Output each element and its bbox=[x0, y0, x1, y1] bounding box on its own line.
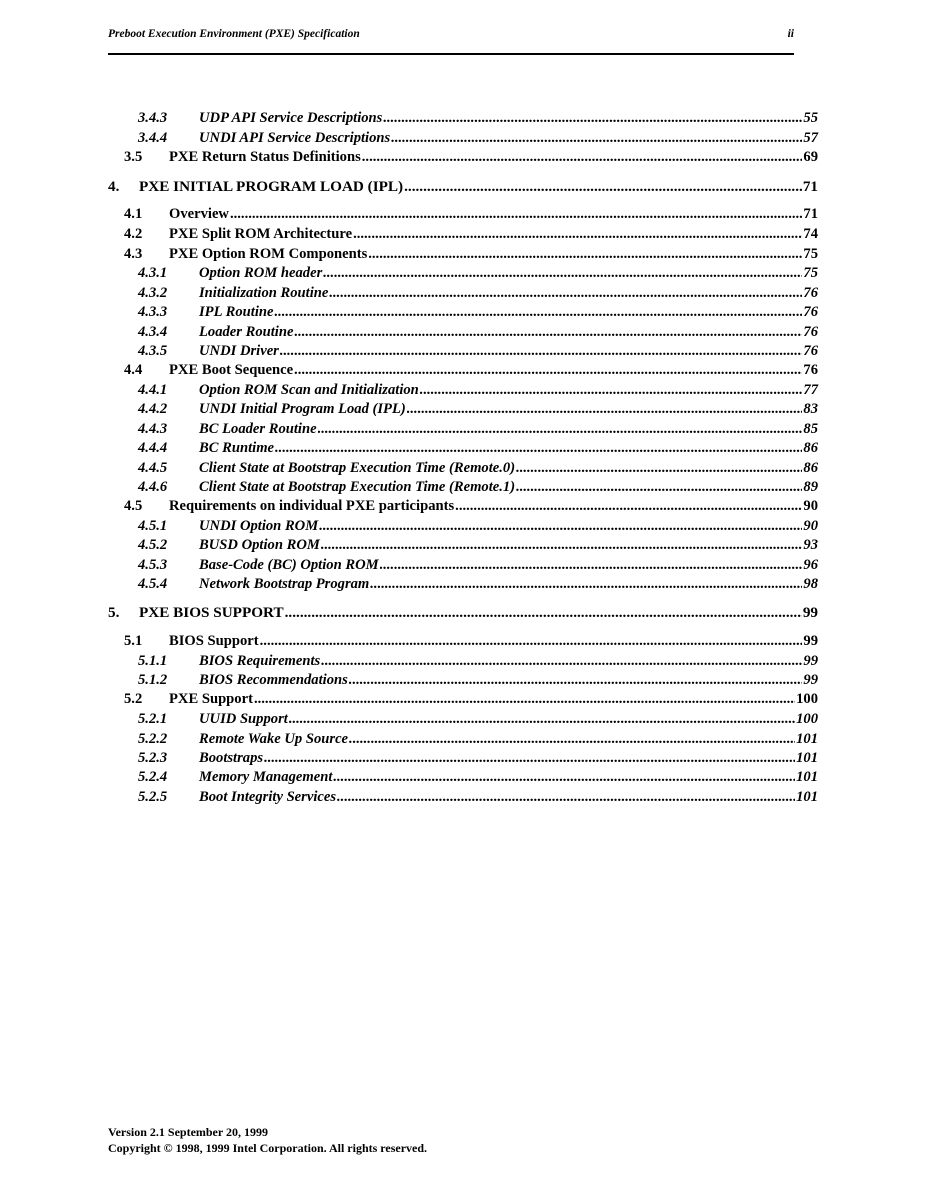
dot-leader bbox=[391, 129, 802, 148]
toc-entry[interactable] bbox=[138, 749, 818, 768]
toc-entry-number: 5.2.4 bbox=[138, 769, 168, 785]
version-line: Version 2.1 September 20, 1999 bbox=[108, 1125, 268, 1139]
toc-entry-title: BIOS Requirements bbox=[199, 653, 321, 669]
toc-entry-page: 86 bbox=[803, 440, 818, 456]
toc-entry-page: 101 bbox=[796, 731, 818, 747]
toc-entry-title: PXE Return Status Definitions bbox=[169, 149, 361, 165]
document-title: Preboot Execution Environment (PXE) Specification bbox=[108, 28, 360, 40]
toc-entry-page: 96 bbox=[803, 557, 818, 573]
toc-entry-title: Option ROM header bbox=[199, 265, 323, 281]
toc-entry-page: 71 bbox=[802, 178, 818, 195]
toc-entry-number: 3.4.3 bbox=[138, 110, 168, 126]
toc-entry-number: 5.2.5 bbox=[138, 789, 168, 805]
dot-leader bbox=[280, 342, 803, 361]
dot-leader bbox=[254, 690, 795, 709]
dot-leader bbox=[349, 730, 795, 749]
dot-leader bbox=[404, 177, 802, 196]
toc-entry[interactable] bbox=[124, 205, 818, 224]
toc-entry-number: 4.5.4 bbox=[138, 576, 168, 592]
dot-leader bbox=[274, 303, 802, 322]
toc-entry-page: 76 bbox=[803, 324, 818, 340]
toc-entry[interactable] bbox=[124, 361, 818, 380]
toc-entry[interactable] bbox=[138, 730, 818, 749]
toc-entry-number: 4.3.3 bbox=[138, 304, 168, 320]
toc-entry-page: 93 bbox=[803, 537, 818, 553]
dot-leader bbox=[260, 632, 803, 651]
toc-entry-page: 99 bbox=[803, 672, 818, 688]
toc-entry-number: 5.2.1 bbox=[138, 711, 168, 727]
toc-entry-page: 99 bbox=[803, 633, 818, 649]
toc-entry[interactable] bbox=[138, 323, 818, 342]
toc-entry-title: Loader Routine bbox=[199, 324, 294, 340]
toc-entry-title: Client State at Bootstrap Execution Time (Remote.1) bbox=[199, 479, 516, 495]
dot-leader bbox=[407, 400, 803, 419]
toc-entry-page: 76 bbox=[803, 304, 818, 320]
toc-entry[interactable] bbox=[138, 536, 818, 555]
toc-entry-page: 76 bbox=[803, 285, 818, 301]
dot-leader bbox=[383, 109, 802, 128]
toc-entry[interactable] bbox=[138, 768, 818, 787]
toc-entry-title: PXE Option ROM Components bbox=[169, 246, 368, 262]
dot-leader bbox=[368, 245, 802, 264]
dot-leader bbox=[333, 768, 795, 787]
toc-entry-number: 4.3.4 bbox=[138, 324, 168, 340]
toc-entry-page: 101 bbox=[796, 769, 818, 785]
toc-entry[interactable] bbox=[138, 381, 818, 400]
toc-entry[interactable] bbox=[138, 284, 818, 303]
toc-entry-number: 5. bbox=[108, 604, 120, 621]
toc-entry-title: UUID Support bbox=[199, 711, 288, 727]
toc-entry-number: 4.5.2 bbox=[138, 537, 168, 553]
dot-leader bbox=[380, 556, 803, 575]
toc-entry-title: Overview bbox=[169, 206, 229, 222]
toc-entry-page: 101 bbox=[796, 750, 818, 766]
toc-entry[interactable] bbox=[138, 575, 818, 594]
toc-entry[interactable] bbox=[138, 264, 818, 283]
toc-entry-number: 4.4.2 bbox=[138, 401, 168, 417]
dot-leader bbox=[285, 603, 802, 622]
toc-entry[interactable] bbox=[124, 245, 818, 264]
dot-leader bbox=[230, 205, 802, 224]
toc-entry-number: 4.1 bbox=[124, 206, 143, 222]
toc-entry[interactable] bbox=[138, 459, 818, 478]
toc-entry-number: 4.3 bbox=[124, 246, 143, 262]
toc-entry-page: 77 bbox=[803, 382, 818, 398]
toc-entry-number: 4.5.3 bbox=[138, 557, 168, 573]
toc-entry-title: PXE Support bbox=[169, 691, 253, 707]
toc-entry-page: 76 bbox=[803, 343, 818, 359]
dot-leader bbox=[294, 361, 802, 380]
toc-entry-title: Base-Code (BC) Option ROM bbox=[199, 557, 379, 573]
toc-entry[interactable] bbox=[124, 497, 818, 516]
toc-entry-title: BUSD Option ROM bbox=[199, 537, 320, 553]
dot-leader bbox=[318, 420, 803, 439]
toc-entry-page: 98 bbox=[803, 576, 818, 592]
dot-leader bbox=[321, 536, 803, 555]
dot-leader bbox=[455, 497, 802, 516]
toc-entry[interactable] bbox=[124, 690, 818, 709]
toc-entry[interactable] bbox=[138, 710, 818, 729]
toc-entry-page: 86 bbox=[803, 460, 818, 476]
toc-entry-number: 5.1.2 bbox=[138, 672, 168, 688]
toc-entry-number: 4.4.1 bbox=[138, 382, 168, 398]
toc-entry-number: 4.4.5 bbox=[138, 460, 168, 476]
toc-entry-page: 74 bbox=[803, 226, 818, 242]
dot-leader bbox=[264, 749, 795, 768]
toc-entry[interactable] bbox=[108, 603, 818, 622]
dot-leader bbox=[319, 517, 802, 536]
dot-leader bbox=[275, 439, 802, 458]
toc-entry-number: 5.1 bbox=[124, 633, 143, 649]
toc-entry-number: 4.2 bbox=[124, 226, 143, 242]
toc-entry-title: UDP API Service Descriptions bbox=[199, 110, 383, 126]
toc-entry-title: PXE BIOS SUPPORT bbox=[139, 604, 284, 621]
dot-leader bbox=[337, 788, 795, 807]
page-footer bbox=[108, 1124, 427, 1156]
toc-entry[interactable] bbox=[138, 400, 818, 419]
dot-leader bbox=[294, 323, 802, 342]
toc-entry[interactable] bbox=[138, 478, 818, 497]
toc-entry-title: UNDI Initial Program Load (IPL) bbox=[199, 401, 406, 417]
toc-entry-number: 4.4.3 bbox=[138, 421, 168, 437]
toc-entry[interactable] bbox=[124, 225, 818, 244]
toc-entry-title: Client State at Bootstrap Execution Time (Remote.0) bbox=[199, 460, 516, 476]
toc-entry-page: 85 bbox=[803, 421, 818, 437]
toc-entry[interactable] bbox=[138, 129, 818, 148]
toc-entry-title: PXE Boot Sequence bbox=[169, 362, 294, 378]
toc-entry-title: PXE Split ROM Architecture bbox=[169, 226, 353, 242]
toc-entry-title: Option ROM Scan and Initialization bbox=[199, 382, 419, 398]
toc-entry-page: 99 bbox=[803, 653, 818, 669]
toc-entry[interactable] bbox=[138, 420, 818, 439]
toc-entry-title: UNDI API Service Descriptions bbox=[199, 130, 391, 146]
toc-entry-number: 4.4 bbox=[124, 362, 143, 378]
toc-entry-page: 57 bbox=[803, 130, 818, 146]
dot-leader bbox=[289, 710, 795, 729]
dot-leader bbox=[323, 264, 802, 283]
toc-entry[interactable] bbox=[138, 788, 818, 807]
toc-entry[interactable] bbox=[138, 109, 818, 128]
toc-entry[interactable] bbox=[138, 342, 818, 361]
toc-entry-number: 5.2 bbox=[124, 691, 143, 707]
toc-entry-title: UNDI Driver bbox=[199, 343, 279, 359]
toc-entry-page: 89 bbox=[803, 479, 818, 495]
toc-entry-page: 90 bbox=[803, 518, 818, 534]
toc-entry[interactable] bbox=[138, 671, 818, 690]
dot-leader bbox=[349, 671, 803, 690]
toc-entry-title: UNDI Option ROM bbox=[199, 518, 319, 534]
toc-entry[interactable] bbox=[138, 517, 818, 536]
toc-entry-number: 4.4.4 bbox=[138, 440, 168, 456]
toc-entry-page: 76 bbox=[803, 362, 818, 378]
toc-entry-title: Bootstraps bbox=[199, 750, 264, 766]
toc-entry-page: 100 bbox=[796, 691, 818, 707]
toc-entry[interactable] bbox=[124, 148, 818, 167]
toc-entry[interactable] bbox=[138, 303, 818, 322]
toc-entry-page: 99 bbox=[802, 604, 818, 621]
dot-leader bbox=[370, 575, 802, 594]
dot-leader bbox=[516, 459, 802, 478]
toc-entry-title: Network Bootstrap Program bbox=[199, 576, 370, 592]
toc-entry[interactable] bbox=[108, 177, 818, 196]
toc-entry-number: 5.1.1 bbox=[138, 653, 168, 669]
dot-leader bbox=[329, 284, 802, 303]
toc-entry-number: 4.3.2 bbox=[138, 285, 168, 301]
toc-entry-page: 75 bbox=[803, 265, 818, 281]
toc-entry-number: 5.2.3 bbox=[138, 750, 168, 766]
toc-entry-number: 4.4.6 bbox=[138, 479, 168, 495]
toc-entry-number: 4.3.1 bbox=[138, 265, 168, 281]
toc-entry-page: 69 bbox=[803, 149, 818, 165]
toc-entry-title: Requirements on individual PXE participants bbox=[169, 498, 455, 514]
toc-entry-number: 3.5 bbox=[124, 149, 143, 165]
toc-entry-number: 4.3.5 bbox=[138, 343, 168, 359]
toc-entry-title: BC Loader Routine bbox=[199, 421, 317, 437]
toc-entry-page: 101 bbox=[796, 789, 818, 805]
toc-entry-page: 75 bbox=[803, 246, 818, 262]
toc-entry-title: Boot Integrity Services bbox=[199, 789, 337, 805]
toc-entry[interactable] bbox=[124, 632, 818, 651]
toc-entry-title: IPL Routine bbox=[199, 304, 274, 320]
toc-entry[interactable] bbox=[138, 556, 818, 575]
page-header bbox=[108, 27, 794, 55]
toc-entry-page: 55 bbox=[803, 110, 818, 126]
toc-entry-title: Initialization Routine bbox=[199, 285, 329, 301]
dot-leader bbox=[516, 478, 802, 497]
toc-entry-title: PXE INITIAL PROGRAM LOAD (IPL) bbox=[139, 178, 404, 195]
toc-entry-number: 4.5 bbox=[124, 498, 143, 514]
toc-entry-number: 5.2.2 bbox=[138, 731, 168, 747]
toc-entry-title: BC Runtime bbox=[199, 440, 275, 456]
toc-entry-page: 83 bbox=[803, 401, 818, 417]
dot-leader bbox=[420, 381, 803, 400]
toc-entry-page: 71 bbox=[803, 206, 818, 222]
toc-entry[interactable] bbox=[138, 652, 818, 671]
page-number: ii bbox=[787, 28, 794, 40]
toc-entry[interactable] bbox=[138, 439, 818, 458]
dot-leader bbox=[362, 148, 803, 167]
dot-leader bbox=[353, 225, 802, 244]
dot-leader bbox=[321, 652, 802, 671]
toc-entry-title: Memory Management bbox=[199, 769, 333, 785]
toc-entry-number: 4.5.1 bbox=[138, 518, 168, 534]
toc-entry-page: 100 bbox=[796, 711, 818, 727]
toc-entry-page: 90 bbox=[803, 498, 818, 514]
copyright-line: Copyright © 1998, 1999 Intel Corporation. All rights reserved. bbox=[108, 1141, 428, 1155]
toc-entry-title: BIOS Recommendations bbox=[199, 672, 348, 688]
toc-entry-number: 3.4.4 bbox=[138, 130, 168, 146]
toc-entry-number: 4. bbox=[108, 178, 120, 195]
toc-entry-title: BIOS Support bbox=[169, 633, 259, 649]
toc-entry-title: Remote Wake Up Source bbox=[199, 731, 349, 747]
